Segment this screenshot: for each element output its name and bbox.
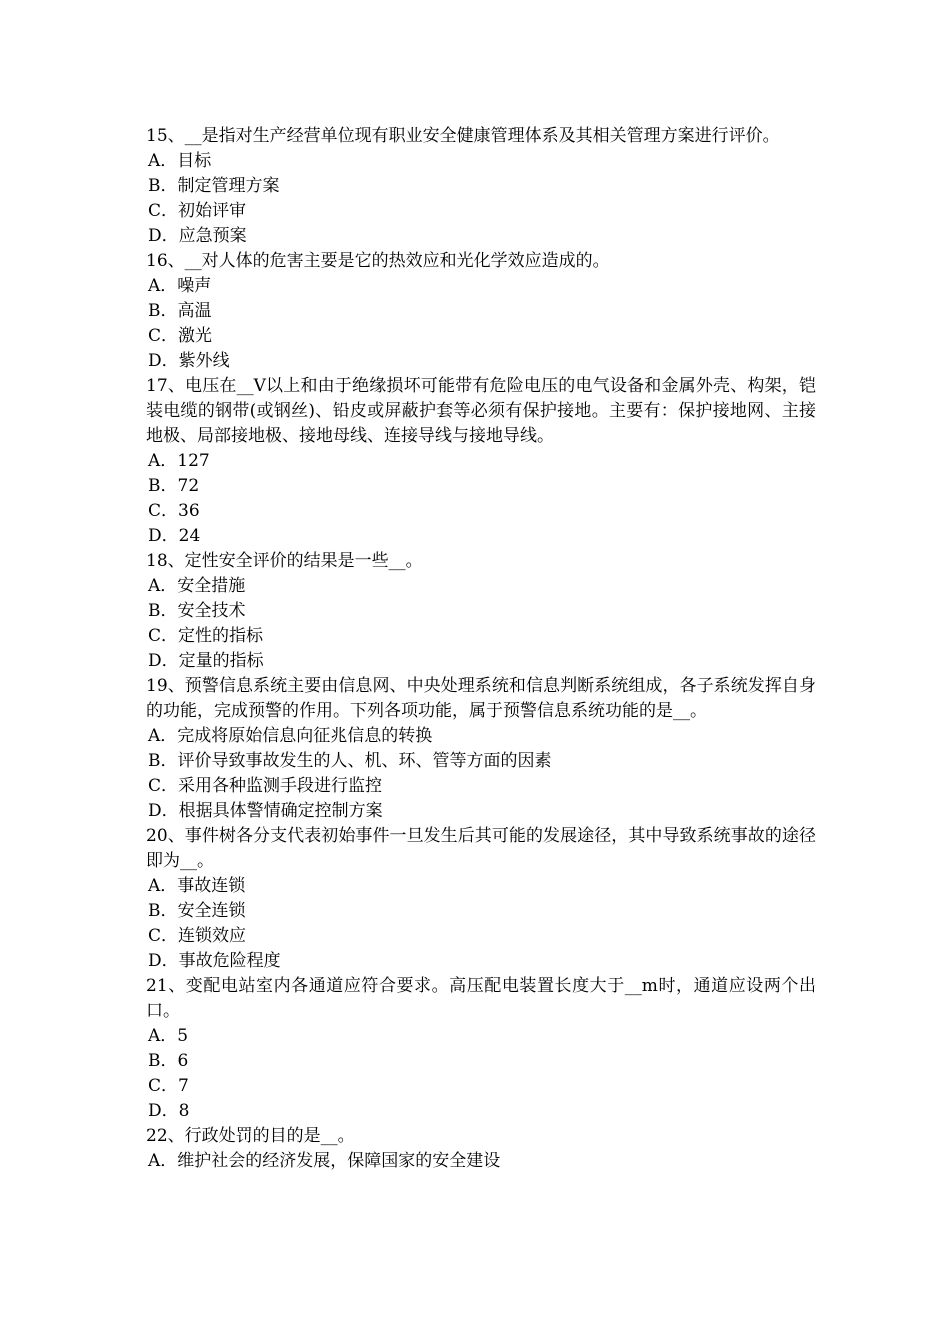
option-d	[146, 524, 816, 549]
option-text: 紫外线	[178, 351, 230, 371]
option-text: 维护社会的经济发展，保障国家的安全建设	[177, 1151, 501, 1171]
option-text: 评价导致事故发生的人、机、环、管等方面的因素	[177, 751, 552, 771]
option-text: 安全技术	[177, 601, 246, 621]
question-20	[146, 824, 816, 974]
option-text: 初始评审	[178, 201, 247, 221]
option-letter: C．	[148, 201, 179, 221]
option-text: 7	[178, 1076, 189, 1096]
option-text: 8	[178, 1101, 190, 1121]
option-letter: D．	[148, 526, 179, 546]
option-c	[146, 199, 816, 224]
option-letter: D．	[148, 651, 179, 671]
option-letter: C．	[148, 626, 179, 646]
option-b	[146, 899, 816, 924]
option-text: 5	[177, 1026, 189, 1046]
option-d	[146, 949, 816, 974]
option-text: 安全连锁	[177, 901, 246, 921]
question-17	[146, 374, 816, 549]
option-d	[146, 224, 816, 249]
option-c	[146, 924, 816, 949]
option-b	[146, 299, 816, 324]
option-c	[146, 324, 816, 349]
option-text: 安全措施	[177, 576, 246, 596]
option-b	[146, 174, 816, 199]
question-16	[146, 249, 816, 374]
option-letter: B．	[148, 476, 178, 496]
option-text: 6	[177, 1051, 189, 1071]
question-list	[146, 124, 816, 1174]
option-text: 24	[178, 526, 201, 546]
option-c	[146, 499, 816, 524]
option-d	[146, 799, 816, 824]
option-d	[146, 1099, 816, 1124]
option-letter: D．	[148, 351, 179, 371]
option-a	[146, 724, 816, 749]
option-letter: B．	[148, 301, 178, 321]
option-letter: A．	[148, 451, 178, 471]
option-letter: C．	[148, 326, 179, 346]
option-d	[146, 649, 816, 674]
option-letter: D．	[148, 951, 179, 971]
option-letter: B．	[148, 1051, 178, 1071]
option-b	[146, 1049, 816, 1074]
option-text: 定性的指标	[178, 626, 264, 646]
option-letter: A．	[148, 576, 178, 596]
option-text: 36	[178, 501, 200, 521]
option-a	[146, 449, 816, 474]
option-text: 采用各种监测手段进行监控	[178, 776, 383, 796]
question-stem: 17、电压在__V以上和由于绝缘损坏可能带有危险电压的电气设备和金属外壳、构架，铠装电缆的钢带(或钢丝)、铅皮或屏蔽护套等必须有保护接地。主要有：保护接地网、主接地极、局部接地极、接地母线、连接导线与接地导线。	[146, 376, 816, 446]
option-letter: A．	[148, 1026, 178, 1046]
option-text: 事故危险程度	[178, 951, 281, 971]
question-18	[146, 549, 816, 674]
option-d	[146, 349, 816, 374]
option-a	[146, 149, 816, 174]
question-stem: 18、定性安全评价的结果是一些__。	[146, 551, 423, 571]
option-letter: B．	[148, 751, 178, 771]
option-b	[146, 749, 816, 774]
option-b	[146, 474, 816, 499]
option-letter: A．	[148, 151, 178, 171]
option-text: 激光	[178, 326, 213, 346]
option-letter: B．	[148, 176, 178, 196]
option-letter: A．	[148, 726, 178, 746]
option-letter: B．	[148, 901, 178, 921]
option-text: 127	[177, 451, 210, 471]
option-letter: C．	[148, 776, 179, 796]
option-text: 完成将原始信息向征兆信息的转换	[177, 726, 433, 746]
option-text: 高温	[177, 301, 212, 321]
option-text: 事故连锁	[177, 876, 246, 896]
option-a	[146, 574, 816, 599]
option-letter: C．	[148, 926, 179, 946]
option-a	[146, 1024, 816, 1049]
option-letter: D．	[148, 1101, 179, 1121]
option-b	[146, 599, 816, 624]
option-text: 根据具体警情确定控制方案	[178, 801, 383, 821]
option-c	[146, 624, 816, 649]
option-letter: A．	[148, 1151, 178, 1171]
option-c	[146, 774, 816, 799]
option-a	[146, 274, 816, 299]
question-stem: 16、__对人体的危害主要是它的热效应和光化学效应造成的。	[146, 251, 610, 271]
option-text: 制定管理方案	[177, 176, 280, 196]
option-text: 连锁效应	[178, 926, 247, 946]
option-letter: D．	[148, 226, 179, 246]
question-stem: 20、事件树各分支代表初始事件一旦发生后其可能的发展途径，其中导致系统事故的途径即为__。	[146, 826, 816, 871]
question-21	[146, 974, 816, 1124]
option-text: 应急预案	[178, 226, 247, 246]
option-a	[146, 1149, 816, 1174]
question-stem: 22、行政处罚的目的是__。	[146, 1126, 355, 1146]
option-letter: A．	[148, 276, 178, 296]
option-a	[146, 874, 816, 899]
question-22	[146, 1124, 816, 1174]
option-letter: C．	[148, 501, 179, 521]
option-letter: A．	[148, 876, 178, 896]
question-stem: 15、__是指对生产经营单位现有职业安全健康管理体系及其相关管理方案进行评价。	[146, 126, 780, 146]
option-letter: C．	[148, 1076, 179, 1096]
question-15	[146, 124, 816, 249]
question-stem: 21、变配电站室内各通道应符合要求。高压配电装置长度大于__m时，通道应设两个出口。	[146, 976, 816, 1021]
option-text: 72	[177, 476, 200, 496]
question-19	[146, 674, 816, 824]
option-text: 定量的指标	[178, 651, 264, 671]
question-stem: 19、预警信息系统主要由信息网、中央处理系统和信息判断系统组成，各子系统发挥自身的功能，完成预警的作用。下列各项功能，属于预警信息系统功能的是__。	[146, 676, 816, 721]
option-letter: D．	[148, 801, 179, 821]
option-letter: B．	[148, 601, 178, 621]
option-text: 目标	[177, 151, 212, 171]
option-c	[146, 1074, 816, 1099]
option-text: 噪声	[177, 276, 212, 296]
